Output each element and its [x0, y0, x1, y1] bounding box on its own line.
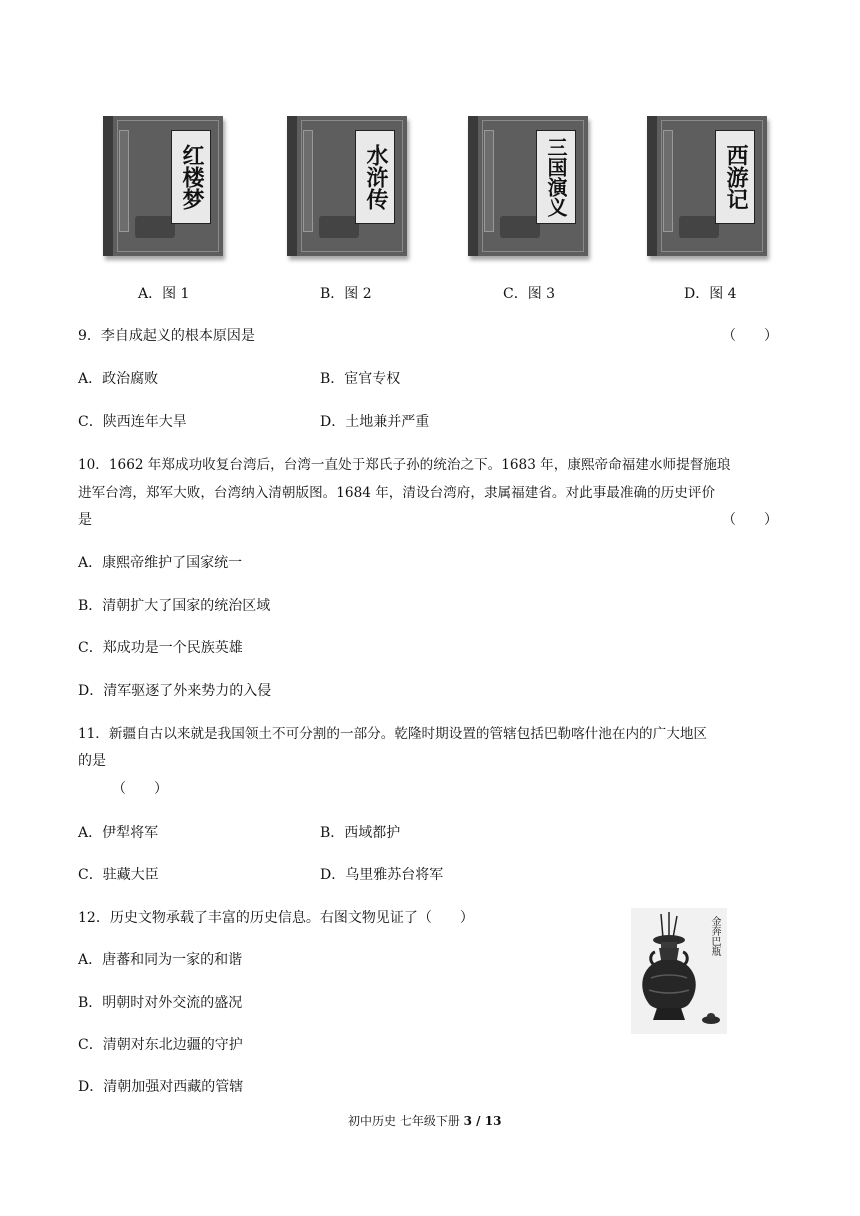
- q8-option-a: A．图 1: [138, 286, 190, 302]
- q12-option-d: D．清朝加强对西藏的管辖: [78, 1079, 244, 1095]
- q10-option-b: B．清朝扩大了国家的统治区域: [78, 598, 271, 614]
- q12-option-b: B．明朝时对外交流的盛况: [78, 995, 243, 1011]
- book-image-1: [103, 116, 223, 256]
- q8-option-b: B．图 2: [320, 286, 372, 302]
- q9-option-c: C．陕西连年大旱: [78, 414, 187, 430]
- book-image-3: [468, 116, 588, 256]
- book-image-2: [287, 116, 407, 256]
- q9-option-d: D．土地兼并严重: [320, 414, 430, 430]
- golden-urn-caption: 金奔巴瓶: [709, 916, 720, 956]
- book-title-3: 三国演义: [536, 130, 576, 224]
- q11-option-d: D．乌里雅苏台将军: [320, 867, 444, 883]
- book-title-2: 水浒传: [355, 130, 395, 224]
- book-title-4: 西游记: [715, 130, 755, 224]
- q10-stem-line3: 是: [78, 512, 92, 528]
- footer-page-number: 3 / 13: [463, 1114, 502, 1128]
- q11-option-c: C．驻藏大臣: [78, 867, 159, 883]
- q11-stem-line1: 11．新疆自古以来就是我国领土不可分割的一部分。乾隆时期设置的管辖包括巴勒喀什池在内的广大地区: [78, 726, 708, 742]
- q11-option-b: B．西域都护: [320, 825, 401, 841]
- q11-stem-line2: 的是: [78, 753, 106, 769]
- footer-text: 初中历史 七年级下册: [348, 1114, 464, 1128]
- q10-option-a: A．康熙帝维护了国家统一: [78, 555, 243, 571]
- q8-option-c: C．图 3: [503, 286, 556, 302]
- q12-option-a: A．唐蕃和同为一家的和谐: [78, 952, 243, 968]
- q9-option-a: A．政治腐败: [78, 371, 159, 387]
- q10-option-c: C．郑成功是一个民族英雄: [78, 640, 243, 656]
- page-footer: [348, 1112, 501, 1129]
- q9-paren: （ ）: [722, 328, 778, 344]
- q11-option-a: A．伊犁将军: [78, 825, 159, 841]
- q10-option-d: D．清军驱逐了外来势力的入侵: [78, 683, 272, 699]
- q12-option-c: C．清朝对东北边疆的守护: [78, 1037, 243, 1053]
- q10-paren: （ ）: [722, 512, 778, 528]
- q10-stem-line2: 进军台湾，郑军大败，台湾纳入清朝版图。1684 年，清设台湾府，隶属福建省。对此事最准确的历史评价: [78, 485, 716, 501]
- golden-urn-image: [631, 908, 727, 1034]
- q10-stem-line1: 10．1662 年郑成功收复台湾后，台湾一直处于郑氏子孙的统治之下。1683 年，康熙帝命福建水师提督施琅: [78, 457, 731, 473]
- book-image-4: [647, 116, 767, 256]
- q11-paren: （ ）: [112, 781, 168, 797]
- q9-option-b: B．宦官专权: [320, 371, 401, 387]
- q8-option-d: D．图 4: [684, 286, 737, 302]
- q12-stem: 12．历史文物承载了丰富的历史信息。右图文物见证了（ ）: [78, 910, 474, 926]
- q9-stem: 9．李自成起义的根本原因是: [78, 328, 255, 344]
- book-title-1: 红楼梦: [171, 130, 211, 224]
